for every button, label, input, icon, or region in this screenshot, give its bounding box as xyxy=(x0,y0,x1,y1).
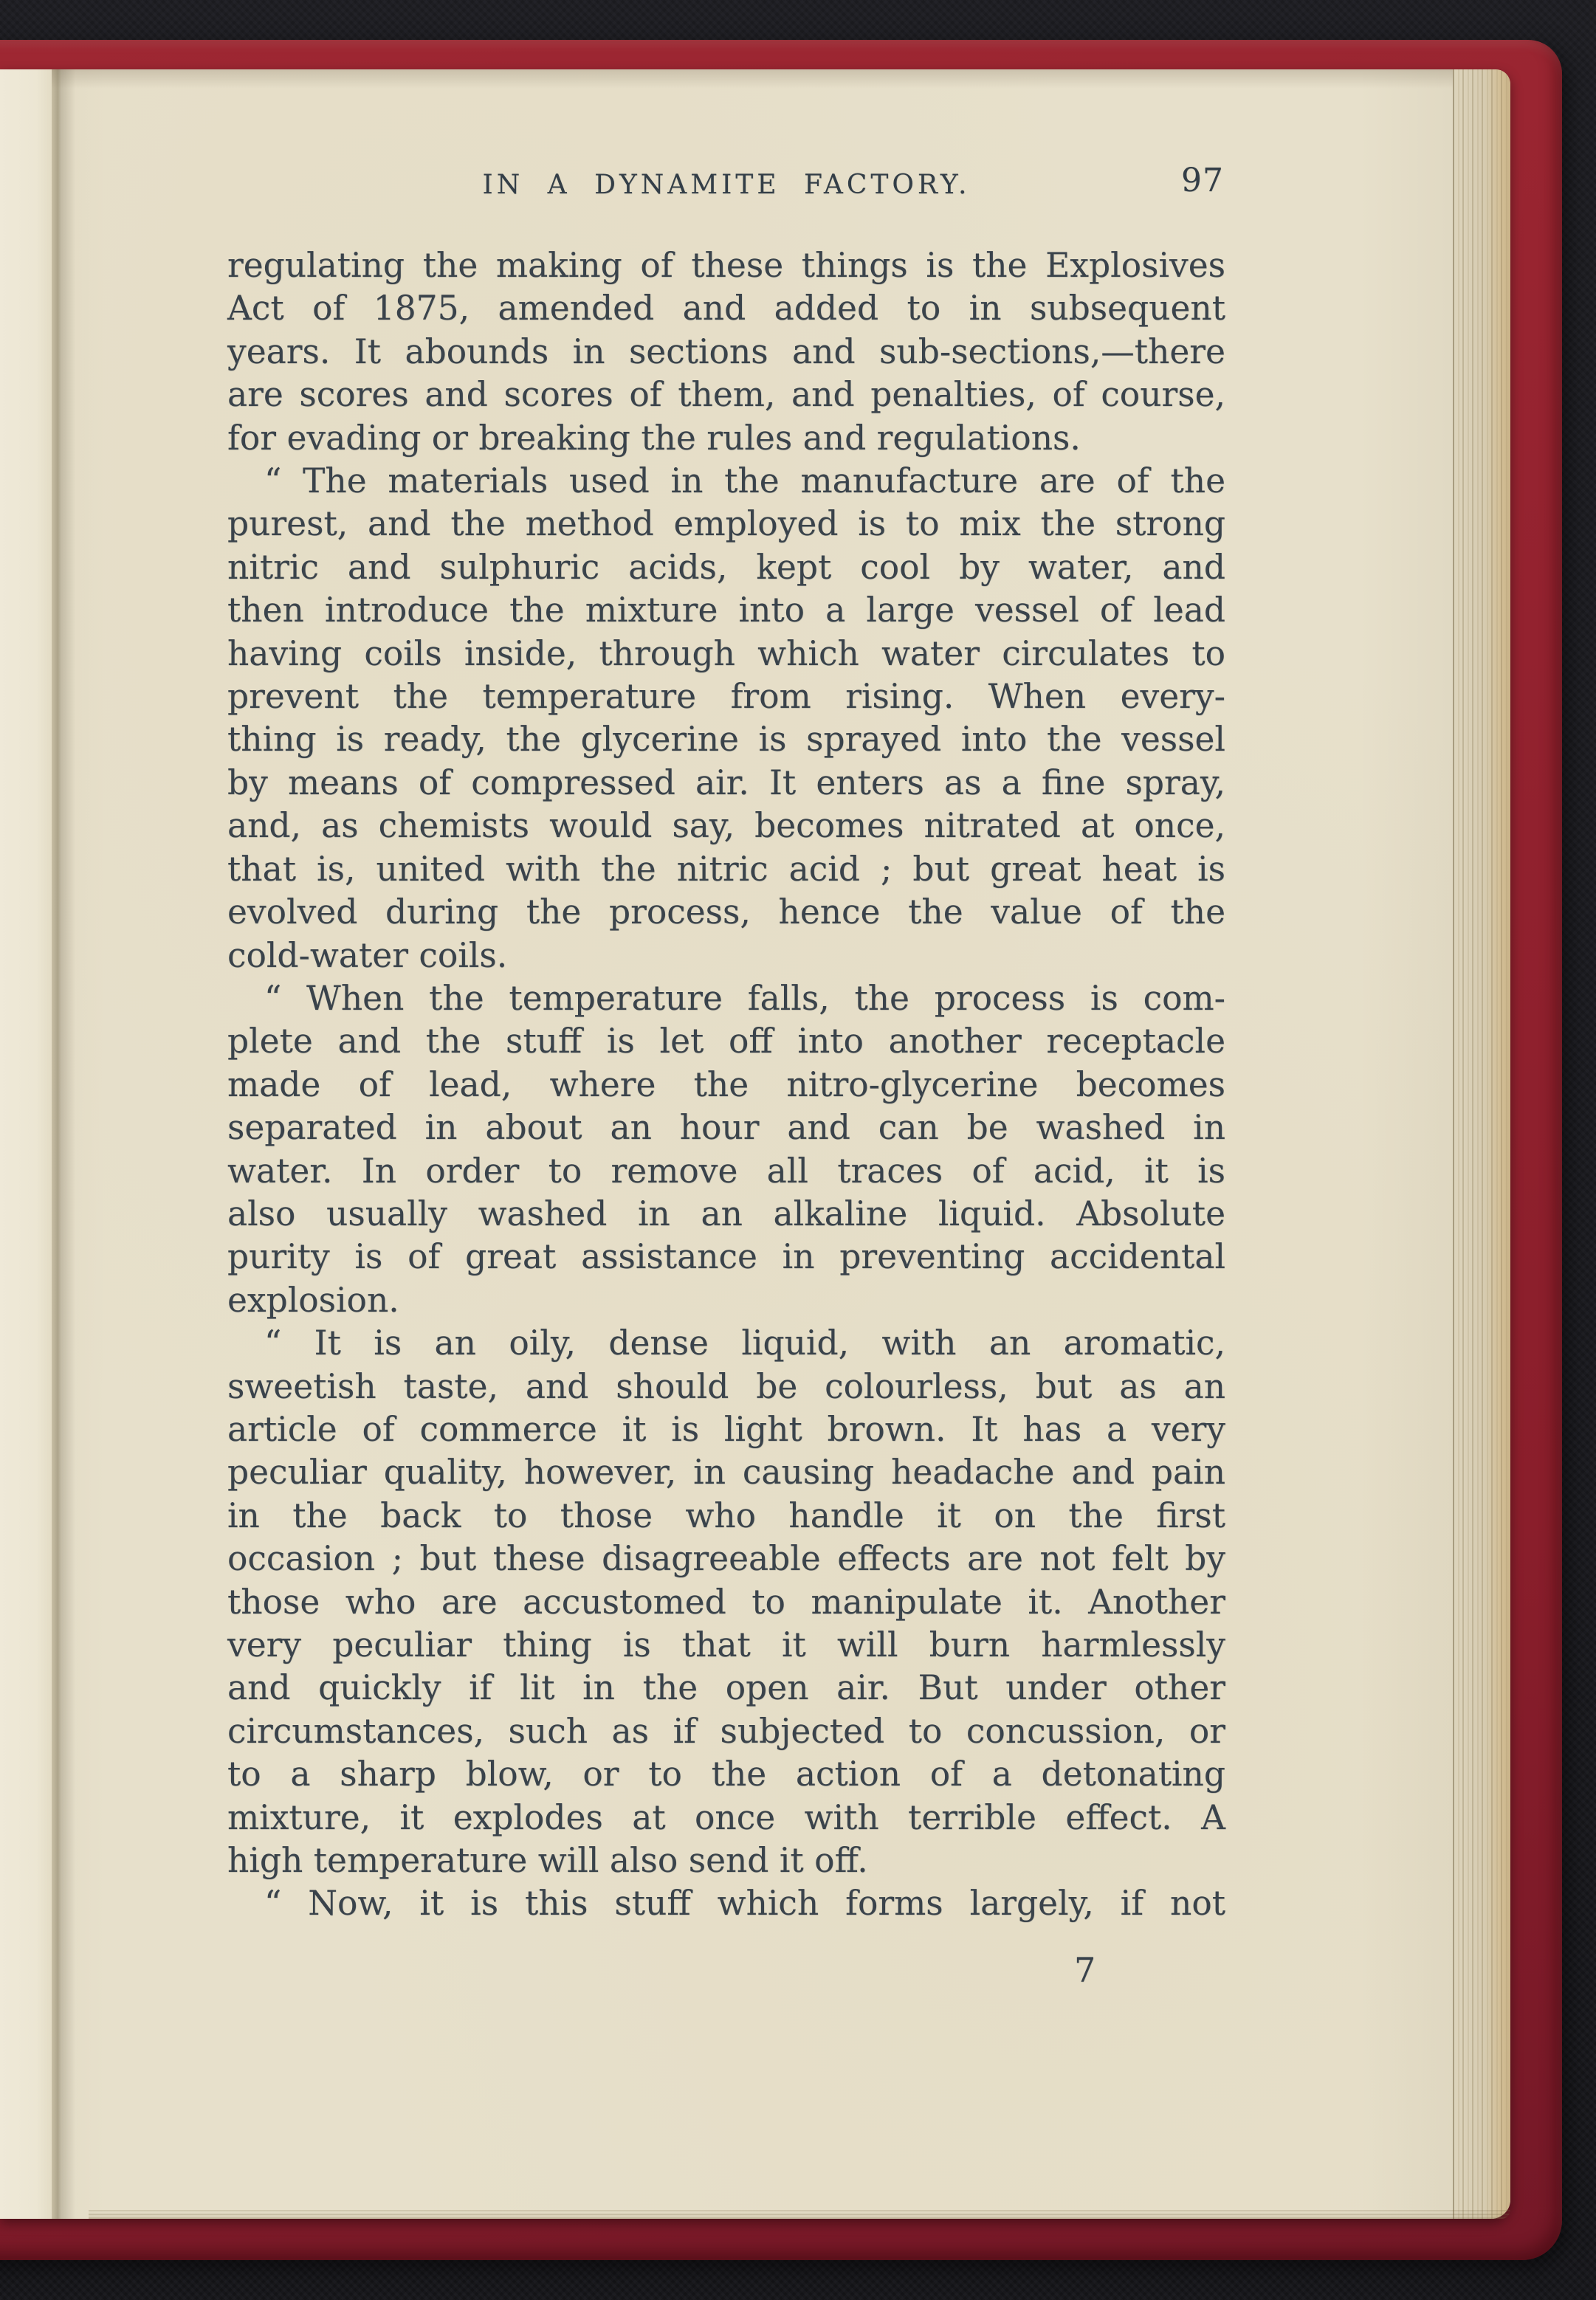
text-line: then introduce the mixture into a large vessel of lead xyxy=(227,591,1225,630)
paragraph xyxy=(227,460,1225,977)
page-fore-edge-stack xyxy=(1453,69,1510,2219)
facing-page-edge xyxy=(0,69,52,2219)
text-line: that is, united with the nitric acid ; but great heat is xyxy=(227,849,1225,889)
text-line: those who are accustomed to manipulate it. Another xyxy=(227,1582,1225,1622)
text-line: purity is of great assistance in preventing accidental xyxy=(227,1237,1225,1277)
text-line: made of lead, where the nitro-glycerine becomes xyxy=(227,1064,1225,1104)
text-line: plete and the stuff is let off into another receptacle xyxy=(227,1022,1225,1061)
text-line: purest, and the method employed is to mix the strong xyxy=(227,504,1225,544)
text-line: article of commerce it is light brown. It has a very xyxy=(227,1409,1225,1449)
text-line: circumstances, such as if subjected to concussion, or xyxy=(227,1711,1225,1751)
paragraph xyxy=(227,1322,1225,1882)
page-number: 97 xyxy=(1181,162,1224,199)
text-line: very peculiar thing is that it will burn harmlessly xyxy=(227,1625,1225,1664)
text-line: to a sharp blow, or to the action of a detonating xyxy=(227,1755,1225,1794)
signature-mark: 7 xyxy=(1074,1950,1096,1990)
text-line: regulating the making of these things is the Explosives xyxy=(227,246,1225,285)
text-line: “ The materials used in the manufacture are of the xyxy=(264,461,1225,501)
text-line: for evading or breaking the rules and regulations. xyxy=(227,418,1081,458)
running-header xyxy=(227,162,1225,202)
text-line: prevent the temperature from rising. When every- xyxy=(227,677,1225,717)
text-line: are scores and scores of them, and penalties, of course, xyxy=(227,375,1225,415)
text-line: “ When the temperature falls, the process is com- xyxy=(264,978,1225,1018)
text-line: cold-water coils. xyxy=(227,935,508,975)
text-line: and, as chemists would say, becomes nitrated at once, xyxy=(227,806,1225,846)
text-line: nitric and sulphuric acids, kept cool by water, and xyxy=(227,547,1225,587)
text-line: occasion ; but these disagreeable effects are not felt by xyxy=(227,1539,1225,1579)
gutter-crease xyxy=(52,69,80,2219)
text-line: and quickly if lit in the open air. But under other xyxy=(227,1668,1225,1708)
text-line: by means of compressed air. It enters as a fine spray, xyxy=(227,762,1225,802)
text-line: separated in about an hour and can be washed in xyxy=(227,1108,1225,1148)
text-line: water. In order to remove all traces of acid, it is xyxy=(227,1151,1225,1191)
text-line: “ Now, it is this stuff which forms largely, if not xyxy=(264,1884,1225,1924)
text-line: evolved during the process, hence the value of the xyxy=(227,892,1225,932)
text-line: years. It abounds in sections and sub-sections,—there xyxy=(227,331,1225,371)
text-line: “ It is an oily, dense liquid, with an aromatic, xyxy=(264,1323,1225,1363)
text-line: also usually washed in an alkaline liquid. Absolute xyxy=(227,1194,1225,1233)
text-line: explosion. xyxy=(227,1280,399,1320)
text-line: having coils inside, through which water circulates to xyxy=(227,633,1225,673)
text-line: high temperature will also send it off. xyxy=(227,1841,868,1881)
running-title: IN A DYNAMITE FACTORY. xyxy=(482,170,971,200)
text-line: mixture, it explodes at once with terrible effect. A xyxy=(227,1797,1225,1837)
text-line: Act of 1875, amended and added to in subsequent xyxy=(227,289,1225,328)
text-line: peculiar quality, however, in causing headache and pain xyxy=(227,1453,1225,1492)
text-line: thing is ready, the glycerine is sprayed into the vessel xyxy=(227,720,1225,760)
paragraph xyxy=(227,244,1225,460)
paragraph xyxy=(227,977,1225,1322)
printed-text-block xyxy=(227,162,1225,1926)
text-line: in the back to those who handle it on the first xyxy=(227,1495,1225,1535)
body-text xyxy=(227,244,1225,1926)
text-line: sweetish taste, and should be colourless, but as an xyxy=(227,1366,1225,1406)
page-bottom-edge-stack xyxy=(89,2210,1510,2219)
paragraph xyxy=(227,1882,1225,1925)
